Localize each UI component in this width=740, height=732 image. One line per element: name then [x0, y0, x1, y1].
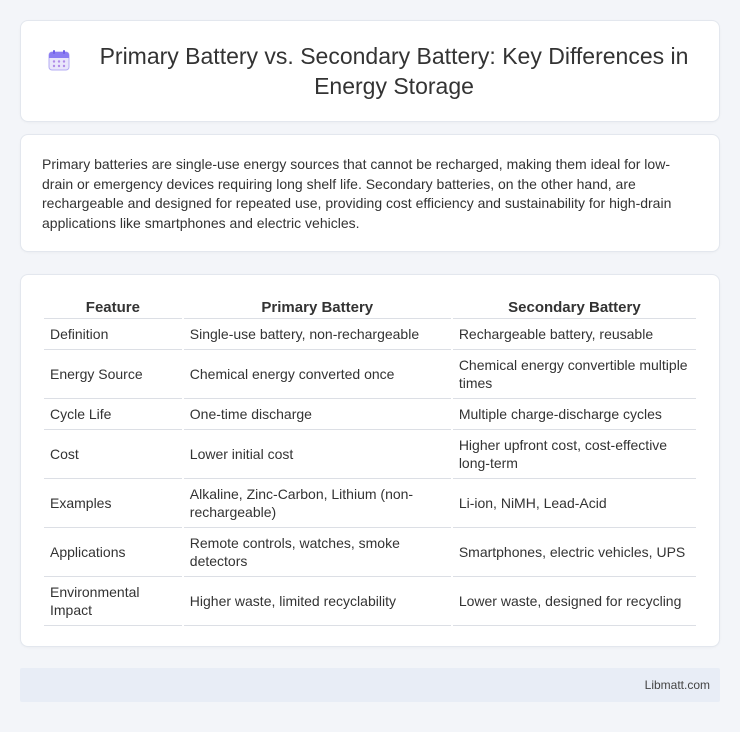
footer	[20, 668, 720, 702]
row-feature: Energy Source	[44, 350, 182, 399]
row-feature: Environmental Impact	[44, 577, 182, 626]
comparison-table	[42, 296, 698, 626]
row-feature: Cost	[44, 430, 182, 479]
table-row	[44, 528, 696, 577]
table-row	[44, 350, 696, 399]
row-secondary: Chemical energy convertible multiple times	[453, 350, 696, 399]
row-primary: Alkaline, Zinc-Carbon, Lithium (non-rechargeable)	[184, 479, 451, 528]
page-title: Primary Battery vs. Secondary Battery: Key Differences in Energy Storage	[99, 43, 689, 99]
intro-card	[20, 134, 720, 252]
title-wrap	[41, 21, 699, 121]
header-feature: Feature	[44, 296, 182, 319]
header-primary: Primary Battery	[184, 296, 451, 319]
table-row	[44, 479, 696, 528]
row-primary: Chemical energy converted once	[184, 350, 451, 399]
row-feature: Applications	[44, 528, 182, 577]
row-primary: Lower initial cost	[184, 430, 451, 479]
row-secondary: Higher upfront cost, cost-effective long-term	[453, 430, 696, 479]
table-header-row	[44, 296, 696, 319]
row-feature: Examples	[44, 479, 182, 528]
row-secondary: Lower waste, designed for recycling	[453, 577, 696, 626]
row-secondary: Multiple charge-discharge cycles	[453, 399, 696, 430]
header-secondary: Secondary Battery	[453, 296, 696, 319]
footer-brand: Libmatt.com	[644, 678, 710, 692]
intro-paragraph: Primary batteries are single-use energy sources that cannot be recharged, making them ideal for low-drain or emergency devices requiring long shelf life. Secondary batteries, on the other hand, are rechargeable and designed for repeated use, providing cost efficiency and sustainability for high-drain applications like smartphones and electric vehicles.	[42, 156, 672, 231]
table-row	[44, 319, 696, 350]
row-primary: Remote controls, watches, smoke detectors	[184, 528, 451, 577]
table-row	[44, 399, 696, 430]
row-secondary: Li-ion, NiMH, Lead-Acid	[453, 479, 696, 528]
row-feature: Definition	[44, 319, 182, 350]
table-row	[44, 577, 696, 626]
row-primary: Higher waste, limited recyclability	[184, 577, 451, 626]
title-card	[20, 20, 720, 122]
row-primary: One-time discharge	[184, 399, 451, 430]
row-feature: Cycle Life	[44, 399, 182, 430]
row-secondary: Smartphones, electric vehicles, UPS	[453, 528, 696, 577]
table-row	[44, 430, 696, 479]
row-secondary: Rechargeable battery, reusable	[453, 319, 696, 350]
row-primary: Single-use battery, non-rechargeable	[184, 319, 451, 350]
comparison-card	[20, 274, 720, 647]
